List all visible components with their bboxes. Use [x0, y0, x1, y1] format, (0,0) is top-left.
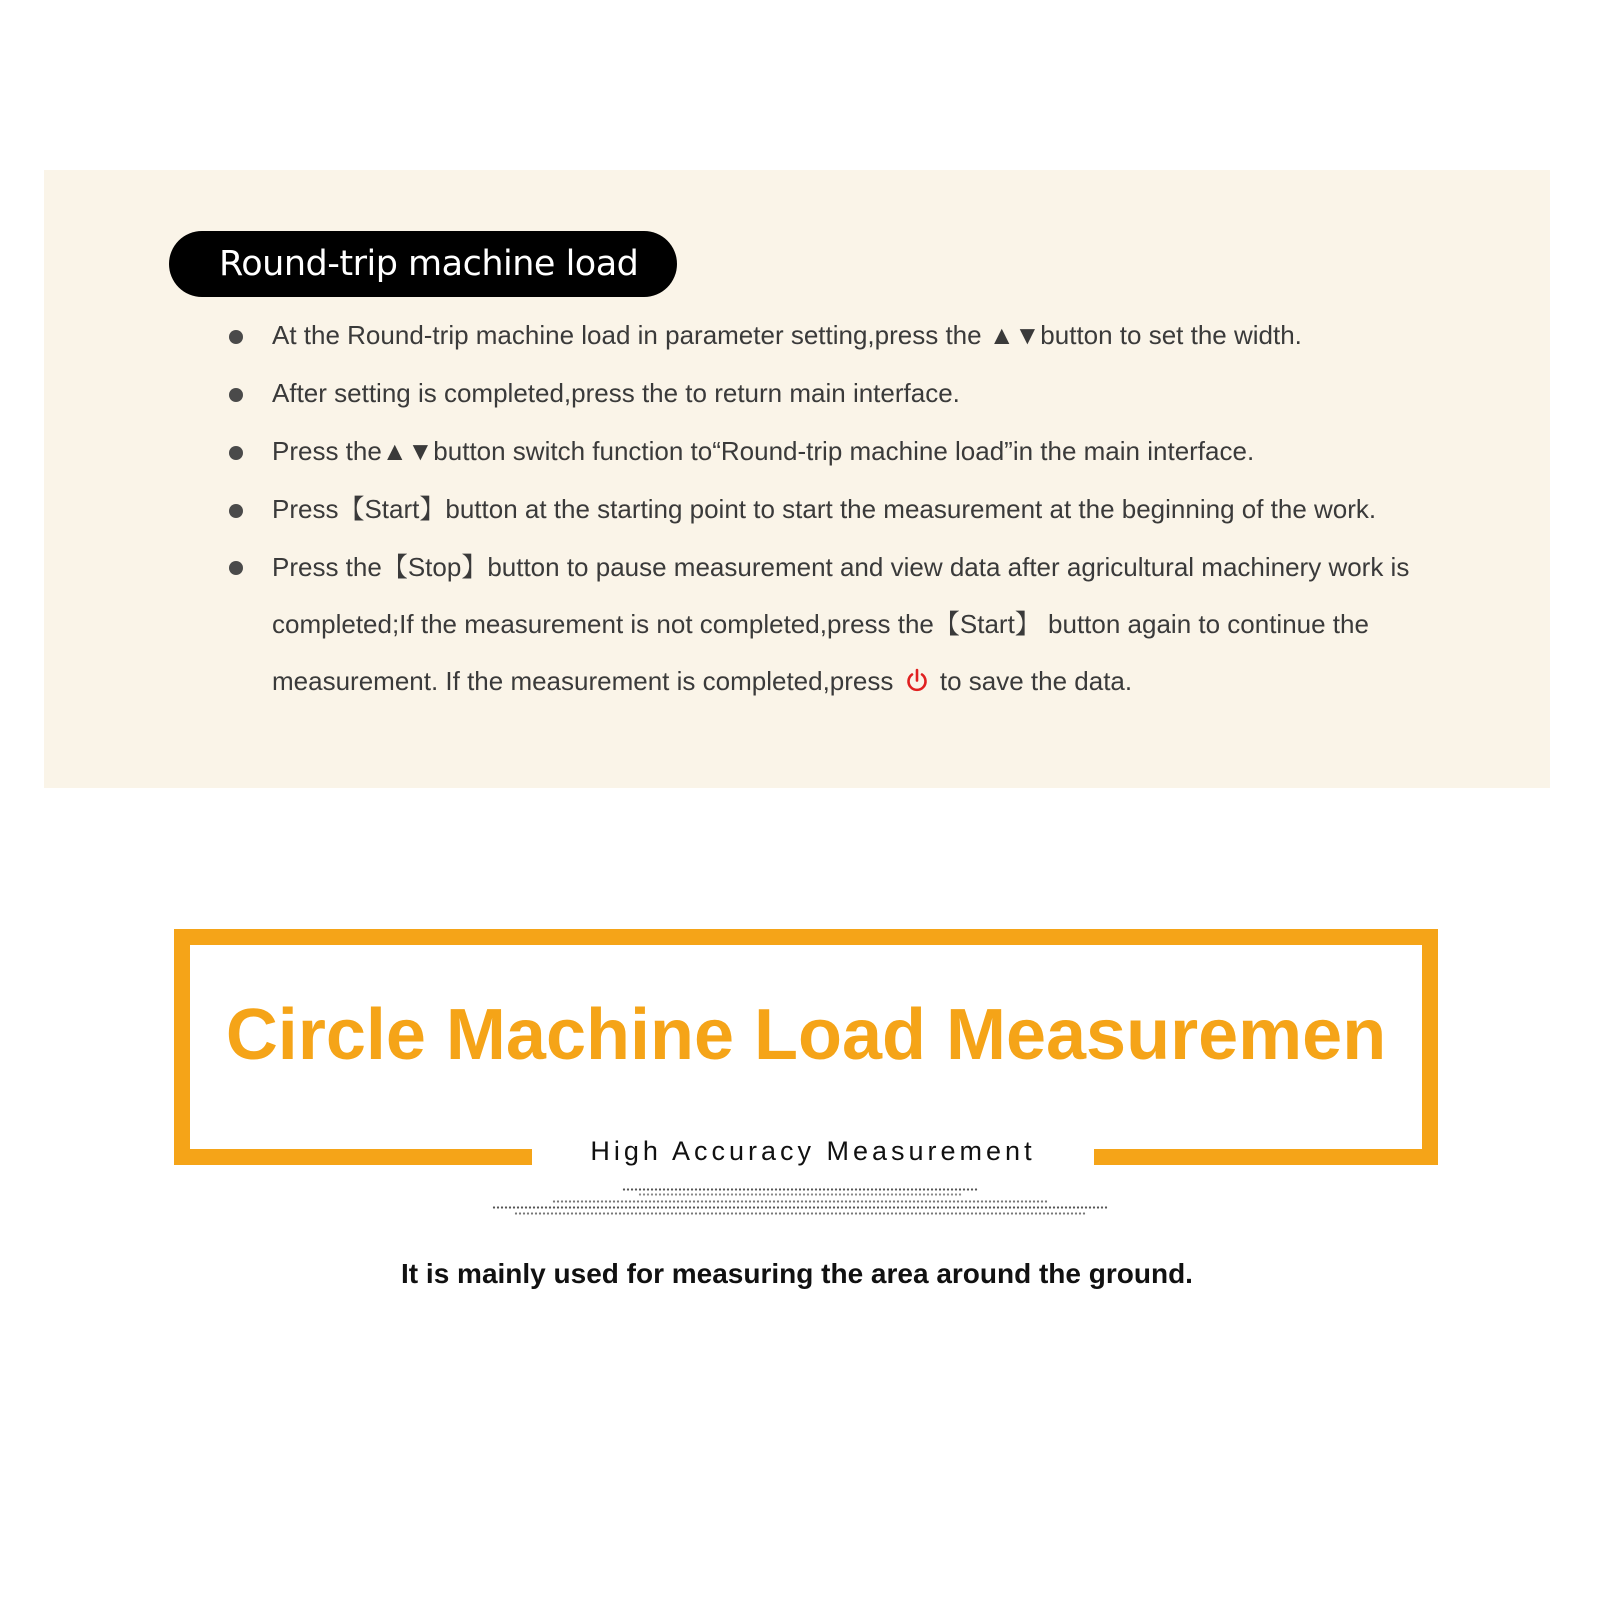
dotted-divider: [638, 1193, 962, 1196]
instruction-text: Press【Start】button at the starting point to start the measurement at the beginning of the work.: [272, 494, 1377, 524]
feature-subtitle: High Accuracy Measurement: [590, 1136, 1036, 1166]
instruction-text: After setting is completed,press the to return main interface.: [272, 378, 960, 408]
instruction-text: Press the▲▼button switch function to“Round-trip machine load”in the main interface.: [272, 436, 1255, 466]
instruction-text: Press the【Stop】button to pause measurement and view data after agricultural machinery work is completed;If the measurement is not completed,press the【Start】 button again to continue the measurement. If the measurement is completed,press: [272, 552, 1410, 696]
power-icon: [905, 668, 929, 694]
bullet-icon: [229, 561, 243, 575]
feature-panel: [44, 788, 1550, 1360]
frame-bottom-left-bar: [174, 1149, 532, 1165]
section-heading: Round-trip machine load: [219, 244, 639, 284]
dotted-divider: [622, 1188, 978, 1191]
dotted-divider: [492, 1206, 1108, 1209]
list-item: [184, 376, 1484, 411]
list-item: [184, 492, 1484, 527]
bullet-icon: [229, 330, 243, 344]
list-item: [184, 434, 1484, 469]
section-heading-badge: [169, 231, 677, 297]
list-item: [184, 318, 1484, 353]
instruction-list: [184, 318, 1484, 733]
list-item: [184, 539, 1484, 710]
dotted-divider: [514, 1212, 1086, 1215]
bullet-icon: [229, 388, 243, 402]
feature-description: It is mainly used for measuring the area around the ground.: [401, 1258, 1193, 1289]
bullet-icon: [229, 504, 243, 518]
dotted-divider: [552, 1200, 1048, 1203]
instruction-text: At the Round-trip machine load in parameter setting,press the ▲▼button to set the width.: [272, 320, 1302, 350]
bullet-icon: [229, 446, 243, 460]
feature-title: Circle Machine Load Measuremen: [225, 995, 1387, 1075]
frame-bottom-right-bar: [1094, 1149, 1438, 1165]
instructions-panel: [44, 170, 1550, 788]
instruction-text: to save the data.: [939, 666, 1133, 696]
